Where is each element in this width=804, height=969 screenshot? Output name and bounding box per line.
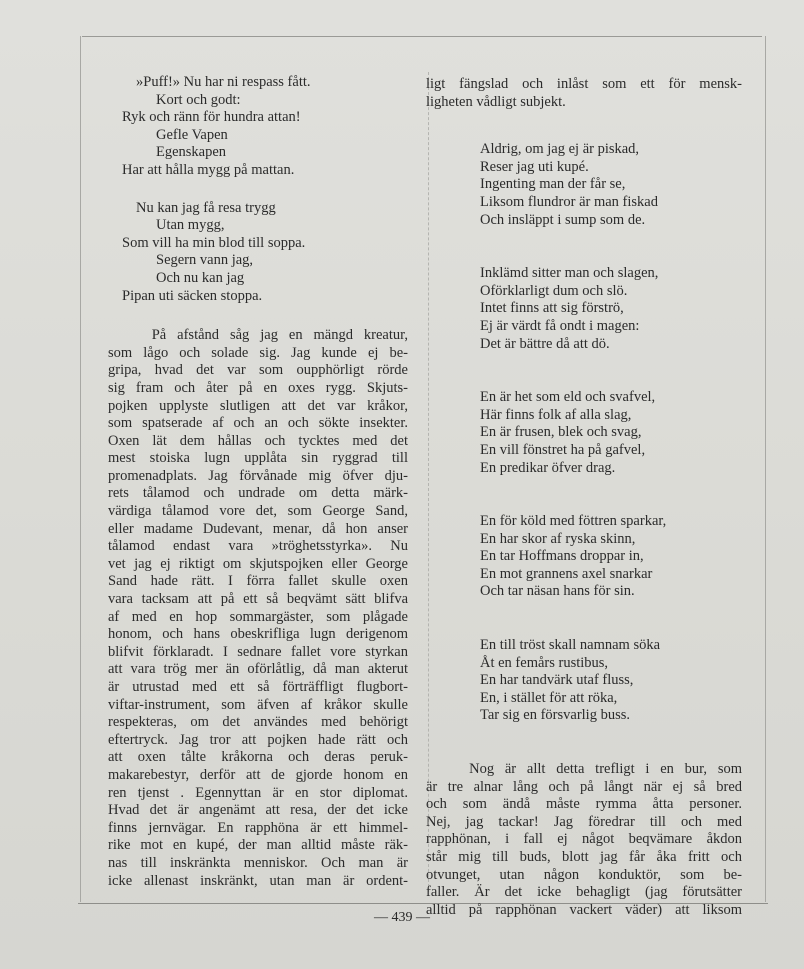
poem-stanza-1 [108,74,408,180]
poem-line: Har att hålla mygg på mattan. [122,161,295,178]
poem-stanza-2 [108,200,408,306]
poem-line: Utan mygg, [156,217,225,234]
prose-line: rike mot en kupé, der man alltid måste räk- [108,837,408,854]
poem-line: Intet finns att sig förströ, [480,300,624,317]
prose-line: finns jernvägar. En rapphöna är ett himmel- [108,819,408,836]
poem-line: Egenskapen [156,144,227,161]
poem-line: En mot grannens axel snarkar [480,565,653,582]
prose-line: är utrustad med ett så förträffligt flugbort- [108,679,408,695]
poem-line: Tar sig en försvarlig buss. [480,707,630,724]
poem-line: Och tar näsan hans för sin. [480,583,635,600]
poem-line: En för köld med föttren sparkar, [480,513,667,530]
poem-line: Inklämd sitter man och slagen, [480,265,659,282]
prose-line: tålamod endast vara »tröghetsstyrka». Nu [108,538,408,555]
prose-line: Nog är allt detta trefligt i en bur, som [426,761,742,778]
right-prose-bottom [426,761,742,919]
right-border-rule [765,36,766,902]
prose-line: värdiga tålamod vore det, som George Sand, [108,503,408,520]
poem-line: Ej är värdt få ondt i magen: [480,317,640,334]
prose-line: alltid på rapphönan vackert väder) att liksom [426,901,742,918]
prose-line: På afstånd såg jag en mängd kreatur, [108,327,408,344]
prose-line: och som ändå måste rymma åtta personer. [426,796,742,813]
prose-line: är tre alnar lång och på långt när ej så bred [426,778,742,795]
prose-line: Hvad det är angenämt att resa, der det icke [108,802,408,819]
right-column [426,76,742,919]
poem-line: »Puff!» Nu har ni respass fått. [136,74,311,90]
poem-stanza [480,389,742,477]
poem-stanza [480,637,742,725]
prose-line: Oxen lät dem hållas och tycktes med det [108,432,408,449]
prose-line: ligt fängslad och inlåst som ett för mensk- [426,76,742,92]
prose-line: faller. Är det icke behagligt (jag förutsätter [426,884,742,901]
poem-line: En har tandvärk utaf fluss, [480,672,634,689]
prose-line: gripa, hvad det var som oupphörligt rörde [108,362,408,379]
prose-line: Sand hade rätt. I förra fallet skulle oxen [108,573,408,590]
prose-line: pojken upplyste slutligen att det var kråkor, [108,397,408,414]
poem-line: En är frusen, blek och svag, [480,424,642,441]
poem-stanza [480,141,742,229]
poem-stanza [480,513,742,601]
prose-line: ligheten vådligt subjekt. [426,93,566,110]
poem-line: En har skor af ryska skinn, [480,530,636,547]
prose-line: eller madame Dudevant, menar, då hon anser [108,520,408,537]
page-number: — 439 — [374,910,430,925]
poem-line: Oförklarligt dum och slö. [480,282,628,299]
poem-line: Och insläppt i sump som de. [480,211,646,228]
poem-line: Aldrig, om jag ej är piskad, [480,141,640,158]
poem-line: Här finns folk af alla slag, [480,406,632,423]
prose-line: står mig till buds, blott jag får åka fritt och [426,849,742,865]
top-border-rule [82,36,762,37]
prose-line: respekteras, om det användes med behörigt [108,714,408,731]
poem-line: Reser jag uti kupé. [480,158,589,175]
poem-stanza [480,265,742,353]
prose-line: mest stoiska lugn upplåta sin ryggrad till [108,450,408,467]
prose-line: otvunget, utan någon konduktör, som be- [426,866,742,883]
prose-line: viftar-instrument, som äfven af kråkor skulle [108,696,408,713]
prose-line: vara tacksam att på ett så beqvämt sätt blifva [108,591,408,608]
prose-line: promenadplats. Jag förvånade mig öfver dju- [108,467,408,484]
poem-line: En predikar öfver drag. [480,459,616,476]
prose-line: icke allenast inskränkt, utan man är ordent- [108,872,408,889]
prose-line: ren tjenst . Egennyttan är en stor diplomat. [108,784,408,801]
poem-line: Ryk och ränn för hundra attan! [122,109,301,126]
prose-line: sig fram och åter på en oxes rygg. Skjuts- [108,379,408,396]
prose-line: rets tålamod och undrade om detta märk- [108,485,408,502]
poem-line: Segern vann jag, [156,252,254,269]
poem-line: En, i stället för att röka, [480,689,618,706]
right-prose-top [426,76,742,111]
prose-line: att vara trög mer än oförlåtlig, då man akterut [108,661,408,678]
left-column [108,74,408,890]
poem-line: En är het som eld och svafvel, [480,389,656,406]
poem-line: Pipan uti säcken stoppa. [122,287,263,304]
prose-line: Nej, jag tackar! Jag föredrar till och med [426,813,742,830]
prose-line: att oxen tålte kråkorna och deras peruk- [108,749,408,766]
poem-line: Och nu kan jag [156,269,245,286]
prose-line: som spatserade af och an och sökte insekter. [108,415,408,432]
poem-line: Åt en femårs rustibus, [480,654,609,671]
prose-line: rapphönan, i fall ej något beqvämare åkdon [426,831,742,848]
right-stanzas [426,141,742,725]
poem-line: Som vill ha min blod till soppa. [122,234,306,251]
poem-line: En tar Hoffmans droppar in, [480,548,644,565]
poem-line: En vill fönstret ha på gafvel, [480,441,646,458]
prose-line: vet jag ej riktigt om skjutspojken eller George [108,555,408,572]
left-border-rule [80,36,81,902]
prose-line: honom, och hans obeskrifliga lugn derigenom [108,626,408,643]
left-prose [108,327,408,890]
poem-line: Ingenting man der får se, [480,176,626,193]
poem-line: Kort och godt: [156,91,241,108]
poem-line: Gefle Vapen [156,126,228,143]
prose-line: som lågo och solade sig. Jag kunde ej be- [108,344,408,361]
poem-line: En till tröst skall namnam söka [480,637,661,654]
prose-line: eftertryck. Jag tror att pojken hade rätt och [108,731,408,748]
poem-line: Nu kan jag få resa trygg [136,199,276,216]
prose-line: blifvit förklaradt. I sednare fallet vore styrkan [108,643,408,660]
prose-line: makarebestyr, derför att de gjorde honom en [108,766,408,783]
prose-line: af med en hop sommargäster, som plågade [108,608,408,625]
poem-line: Det är bättre då att dö. [480,335,610,352]
prose-line: nas till inskränkta menniskor. Och man är [108,854,408,871]
poem-line: Liksom flundror är man fiskad [480,193,658,210]
